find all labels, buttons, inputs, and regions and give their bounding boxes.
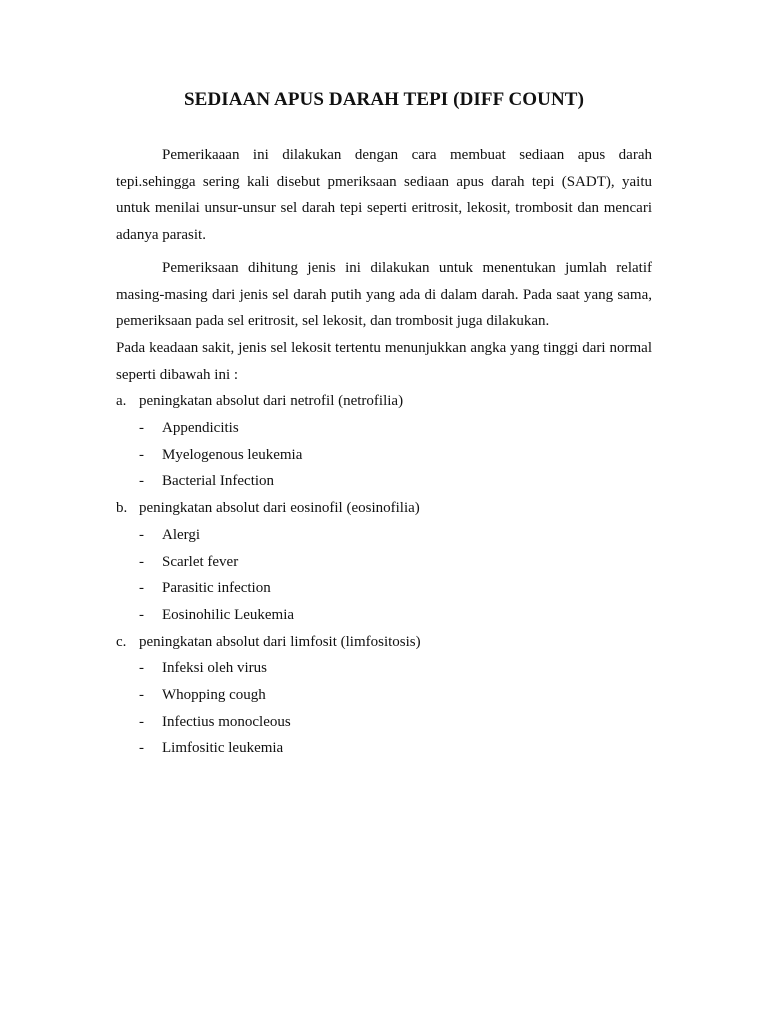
list-item-text: Whopping cough <box>162 687 266 704</box>
list-item <box>116 442 652 469</box>
list-group-netrofilia <box>116 388 652 495</box>
dash-marker: - <box>139 660 144 677</box>
list-item-text: Appendicitis <box>162 420 239 437</box>
list-item-text: Bacterial Infection <box>162 473 275 490</box>
list-group-heading <box>116 495 652 522</box>
list-heading-text: peningkatan absolut dari eosinofil (eosinofilia) <box>139 500 420 517</box>
list-item <box>116 522 652 549</box>
paragraph-intro: Pemerikaaan ini dilakukan dengan cara membuat sediaan apus darah tepi.sehingga sering kali disebut pmeriksaan sediaan apus darah tepi (SADT), yaitu untuk menilai unsur-unsur sel darah tepi seperti eritrosit, lekosit, trombosit dan mencari adanya parasit. <box>116 147 652 244</box>
dash-marker: - <box>139 580 144 597</box>
list-item-text: Limfositic leukemia <box>162 740 284 757</box>
sub-list <box>116 655 652 762</box>
list-item <box>116 602 652 629</box>
list-group-limfositosis <box>116 629 652 763</box>
dash-marker: - <box>139 420 144 437</box>
list-item <box>116 655 652 682</box>
list-group-heading <box>116 388 652 415</box>
list-item <box>116 415 652 442</box>
list-item <box>116 549 652 576</box>
list-item <box>116 575 652 602</box>
list-item-text: Infectius monocleous <box>162 713 291 730</box>
list-heading-text: peningkatan absolut dari netrofil (netrofilia) <box>139 393 404 410</box>
list-item-text: Alergi <box>162 526 201 543</box>
dash-marker: - <box>139 740 144 757</box>
sub-list <box>116 415 652 495</box>
dash-marker: - <box>139 713 144 730</box>
list-marker: a. <box>116 393 127 410</box>
dash-marker: - <box>139 526 144 543</box>
list-item-text: Parasitic infection <box>162 580 271 597</box>
list-item <box>116 735 652 762</box>
list-marker: b. <box>116 500 128 517</box>
list-item <box>116 682 652 709</box>
document-page <box>116 88 652 762</box>
list-item <box>116 468 652 495</box>
dash-marker: - <box>139 606 144 623</box>
list-item-text: Eosinohilic Leukemia <box>162 606 295 623</box>
list-group-eosinofilia <box>116 495 652 629</box>
paragraph-method: Pemeriksaan dihitung jenis ini dilakukan untuk menentukan jumlah relatif masing-masing dari jenis sel darah putih yang ada di dalam darah. Pada saat yang sama, pemeriksaan pada sel eritrosit, sel lekosit, dan trombosit juga dilakukan. <box>116 259 652 330</box>
dash-marker: - <box>139 687 144 704</box>
list-marker: c. <box>116 633 127 650</box>
dash-marker: - <box>139 446 144 463</box>
list-heading-text: peningkatan absolut dari limfosit (limfositosis) <box>139 633 421 650</box>
dash-marker: - <box>139 553 144 570</box>
list-item <box>116 709 652 736</box>
condition-list <box>116 388 652 762</box>
document-title: SEDIAAN APUS DARAH TEPI (DIFF COUNT) <box>184 89 584 110</box>
list-item-text: Scarlet fever <box>162 553 239 570</box>
list-group-heading <box>116 629 652 656</box>
paragraph-condition: Pada keadaan sakit, jenis sel lekosit tertentu menunjukkan angka yang tinggi dari normal seperti dibawah ini : <box>116 339 652 383</box>
dash-marker: - <box>139 473 144 490</box>
list-item-text: Infeksi oleh virus <box>162 660 267 677</box>
list-item-text: Myelogenous leukemia <box>162 446 303 463</box>
sub-list <box>116 522 652 629</box>
